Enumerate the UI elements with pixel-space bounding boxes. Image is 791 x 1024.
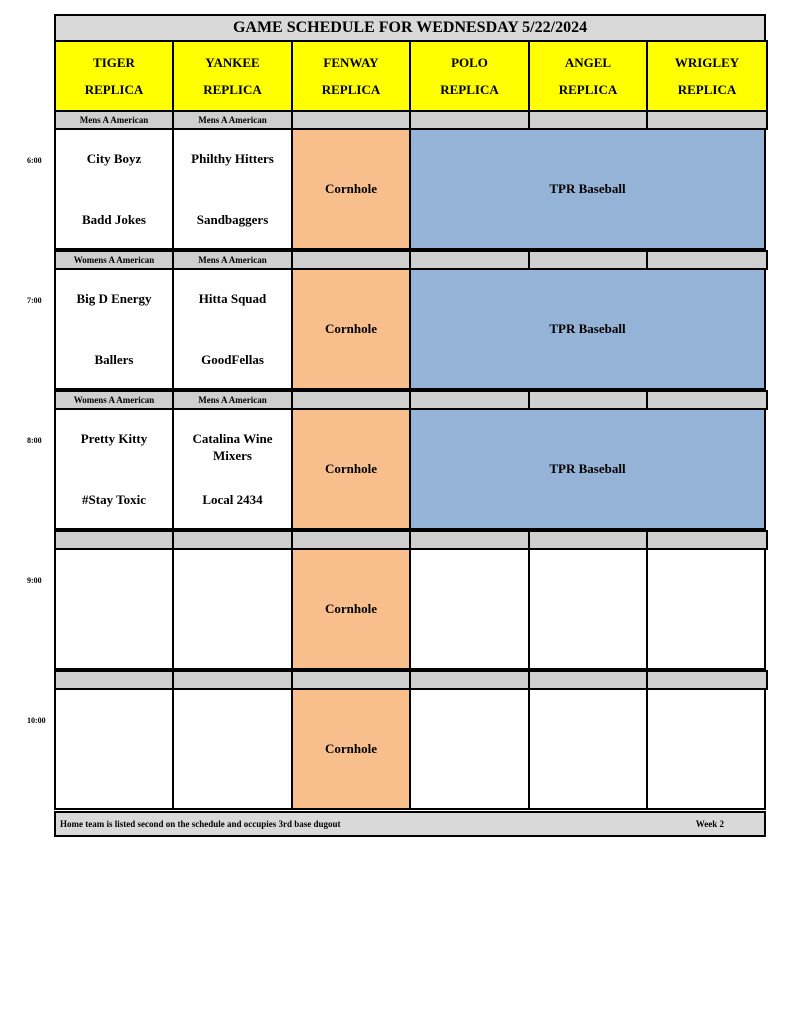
division-label bbox=[646, 390, 768, 410]
division-label bbox=[409, 250, 530, 270]
cornhole-block: Cornhole bbox=[291, 688, 411, 810]
cornhole-block: Cornhole bbox=[291, 128, 411, 250]
division-label bbox=[291, 250, 411, 270]
empty-slot bbox=[409, 688, 530, 810]
away-team: City Boyz bbox=[86, 151, 142, 166]
division-label bbox=[646, 530, 768, 550]
division-label: Womens A American bbox=[54, 250, 174, 270]
empty-slot bbox=[409, 548, 530, 670]
home-team: Badd Jokes bbox=[82, 212, 146, 227]
division-label bbox=[291, 670, 411, 690]
division-label bbox=[528, 250, 648, 270]
field-subtitle: REPLICA bbox=[677, 82, 737, 97]
division-label bbox=[291, 530, 411, 550]
field-name: FENWAY bbox=[323, 55, 379, 70]
field-name: YANKEE bbox=[205, 55, 260, 70]
field-name: TIGER bbox=[93, 55, 135, 70]
empty-slot bbox=[528, 688, 648, 810]
field-header-angel bbox=[528, 40, 648, 112]
footer-note: Home team is listed second on the schedule and occupies 3rd base dugout bbox=[60, 819, 341, 829]
time-label: 7:00 bbox=[27, 296, 42, 305]
field-subtitle: REPLICA bbox=[440, 82, 499, 97]
home-team: #Stay Toxic bbox=[82, 492, 146, 507]
time-label: 10:00 bbox=[27, 716, 46, 725]
tpr-baseball-block: TPR Baseball bbox=[409, 268, 766, 390]
field-subtitle: REPLICA bbox=[558, 82, 618, 97]
division-label: Mens A American bbox=[172, 110, 293, 130]
tpr-baseball-block: TPR Baseball bbox=[409, 408, 766, 530]
field-header-fenway bbox=[291, 40, 411, 112]
field-header-wrigley bbox=[646, 40, 768, 112]
schedule-title: GAME SCHEDULE FOR WEDNESDAY 5/22/2024 bbox=[54, 14, 766, 42]
division-label bbox=[646, 110, 768, 130]
home-team: GoodFellas bbox=[201, 352, 264, 367]
empty-slot bbox=[172, 688, 293, 810]
away-team: Hitta Squad bbox=[198, 291, 267, 306]
empty-slot bbox=[54, 688, 174, 810]
game-matchup bbox=[172, 408, 293, 530]
game-matchup bbox=[54, 128, 174, 250]
division-label: Mens A American bbox=[172, 390, 293, 410]
division-label bbox=[409, 670, 530, 690]
away-team: Catalina Wine Mixers bbox=[192, 431, 273, 463]
division-label bbox=[409, 530, 530, 550]
division-label bbox=[646, 250, 768, 270]
home-team: Sandbaggers bbox=[196, 212, 269, 227]
game-matchup bbox=[54, 408, 174, 530]
field-header-tiger bbox=[54, 40, 174, 112]
division-label bbox=[528, 110, 648, 130]
cornhole-block: Cornhole bbox=[291, 408, 411, 530]
division-label bbox=[409, 390, 530, 410]
away-team: Big D Energy bbox=[76, 291, 152, 306]
away-team: Pretty Kitty bbox=[80, 431, 148, 446]
time-label: 6:00 bbox=[27, 156, 42, 165]
division-label bbox=[172, 670, 293, 690]
division-label bbox=[172, 530, 293, 550]
field-name: POLO bbox=[451, 55, 488, 70]
empty-slot bbox=[54, 548, 174, 670]
division-label bbox=[528, 530, 648, 550]
field-subtitle: REPLICA bbox=[84, 82, 144, 97]
week-label: Week 2 bbox=[695, 819, 724, 829]
division-label bbox=[409, 110, 530, 130]
time-label: 9:00 bbox=[27, 576, 42, 585]
division-label: Mens A American bbox=[172, 250, 293, 270]
empty-slot bbox=[172, 548, 293, 670]
tpr-baseball-block: TPR Baseball bbox=[409, 128, 766, 250]
field-subtitle: REPLICA bbox=[321, 82, 381, 97]
home-team: Ballers bbox=[94, 352, 134, 367]
division-label: Mens A American bbox=[54, 110, 174, 130]
field-name: WRIGLEY bbox=[674, 55, 740, 70]
field-subtitle: REPLICA bbox=[203, 82, 262, 97]
empty-slot bbox=[646, 548, 766, 670]
game-matchup bbox=[172, 128, 293, 250]
division-label bbox=[291, 110, 411, 130]
field-header-polo bbox=[409, 40, 530, 112]
division-label bbox=[291, 390, 411, 410]
empty-slot bbox=[646, 688, 766, 810]
time-label: 8:00 bbox=[27, 436, 42, 445]
cornhole-block: Cornhole bbox=[291, 548, 411, 670]
game-matchup bbox=[54, 268, 174, 390]
division-label bbox=[646, 670, 768, 690]
field-name: ANGEL bbox=[564, 55, 612, 70]
division-label bbox=[528, 390, 648, 410]
field-header-yankee bbox=[172, 40, 293, 112]
away-team: Philthy Hitters bbox=[191, 151, 274, 166]
division-label bbox=[54, 530, 174, 550]
game-matchup bbox=[172, 268, 293, 390]
empty-slot bbox=[528, 548, 648, 670]
cornhole-block: Cornhole bbox=[291, 268, 411, 390]
division-label bbox=[528, 670, 648, 690]
division-label: Womens A American bbox=[54, 390, 174, 410]
footer-bar bbox=[54, 811, 766, 837]
home-team: Local 2434 bbox=[202, 492, 263, 507]
division-label bbox=[54, 670, 174, 690]
